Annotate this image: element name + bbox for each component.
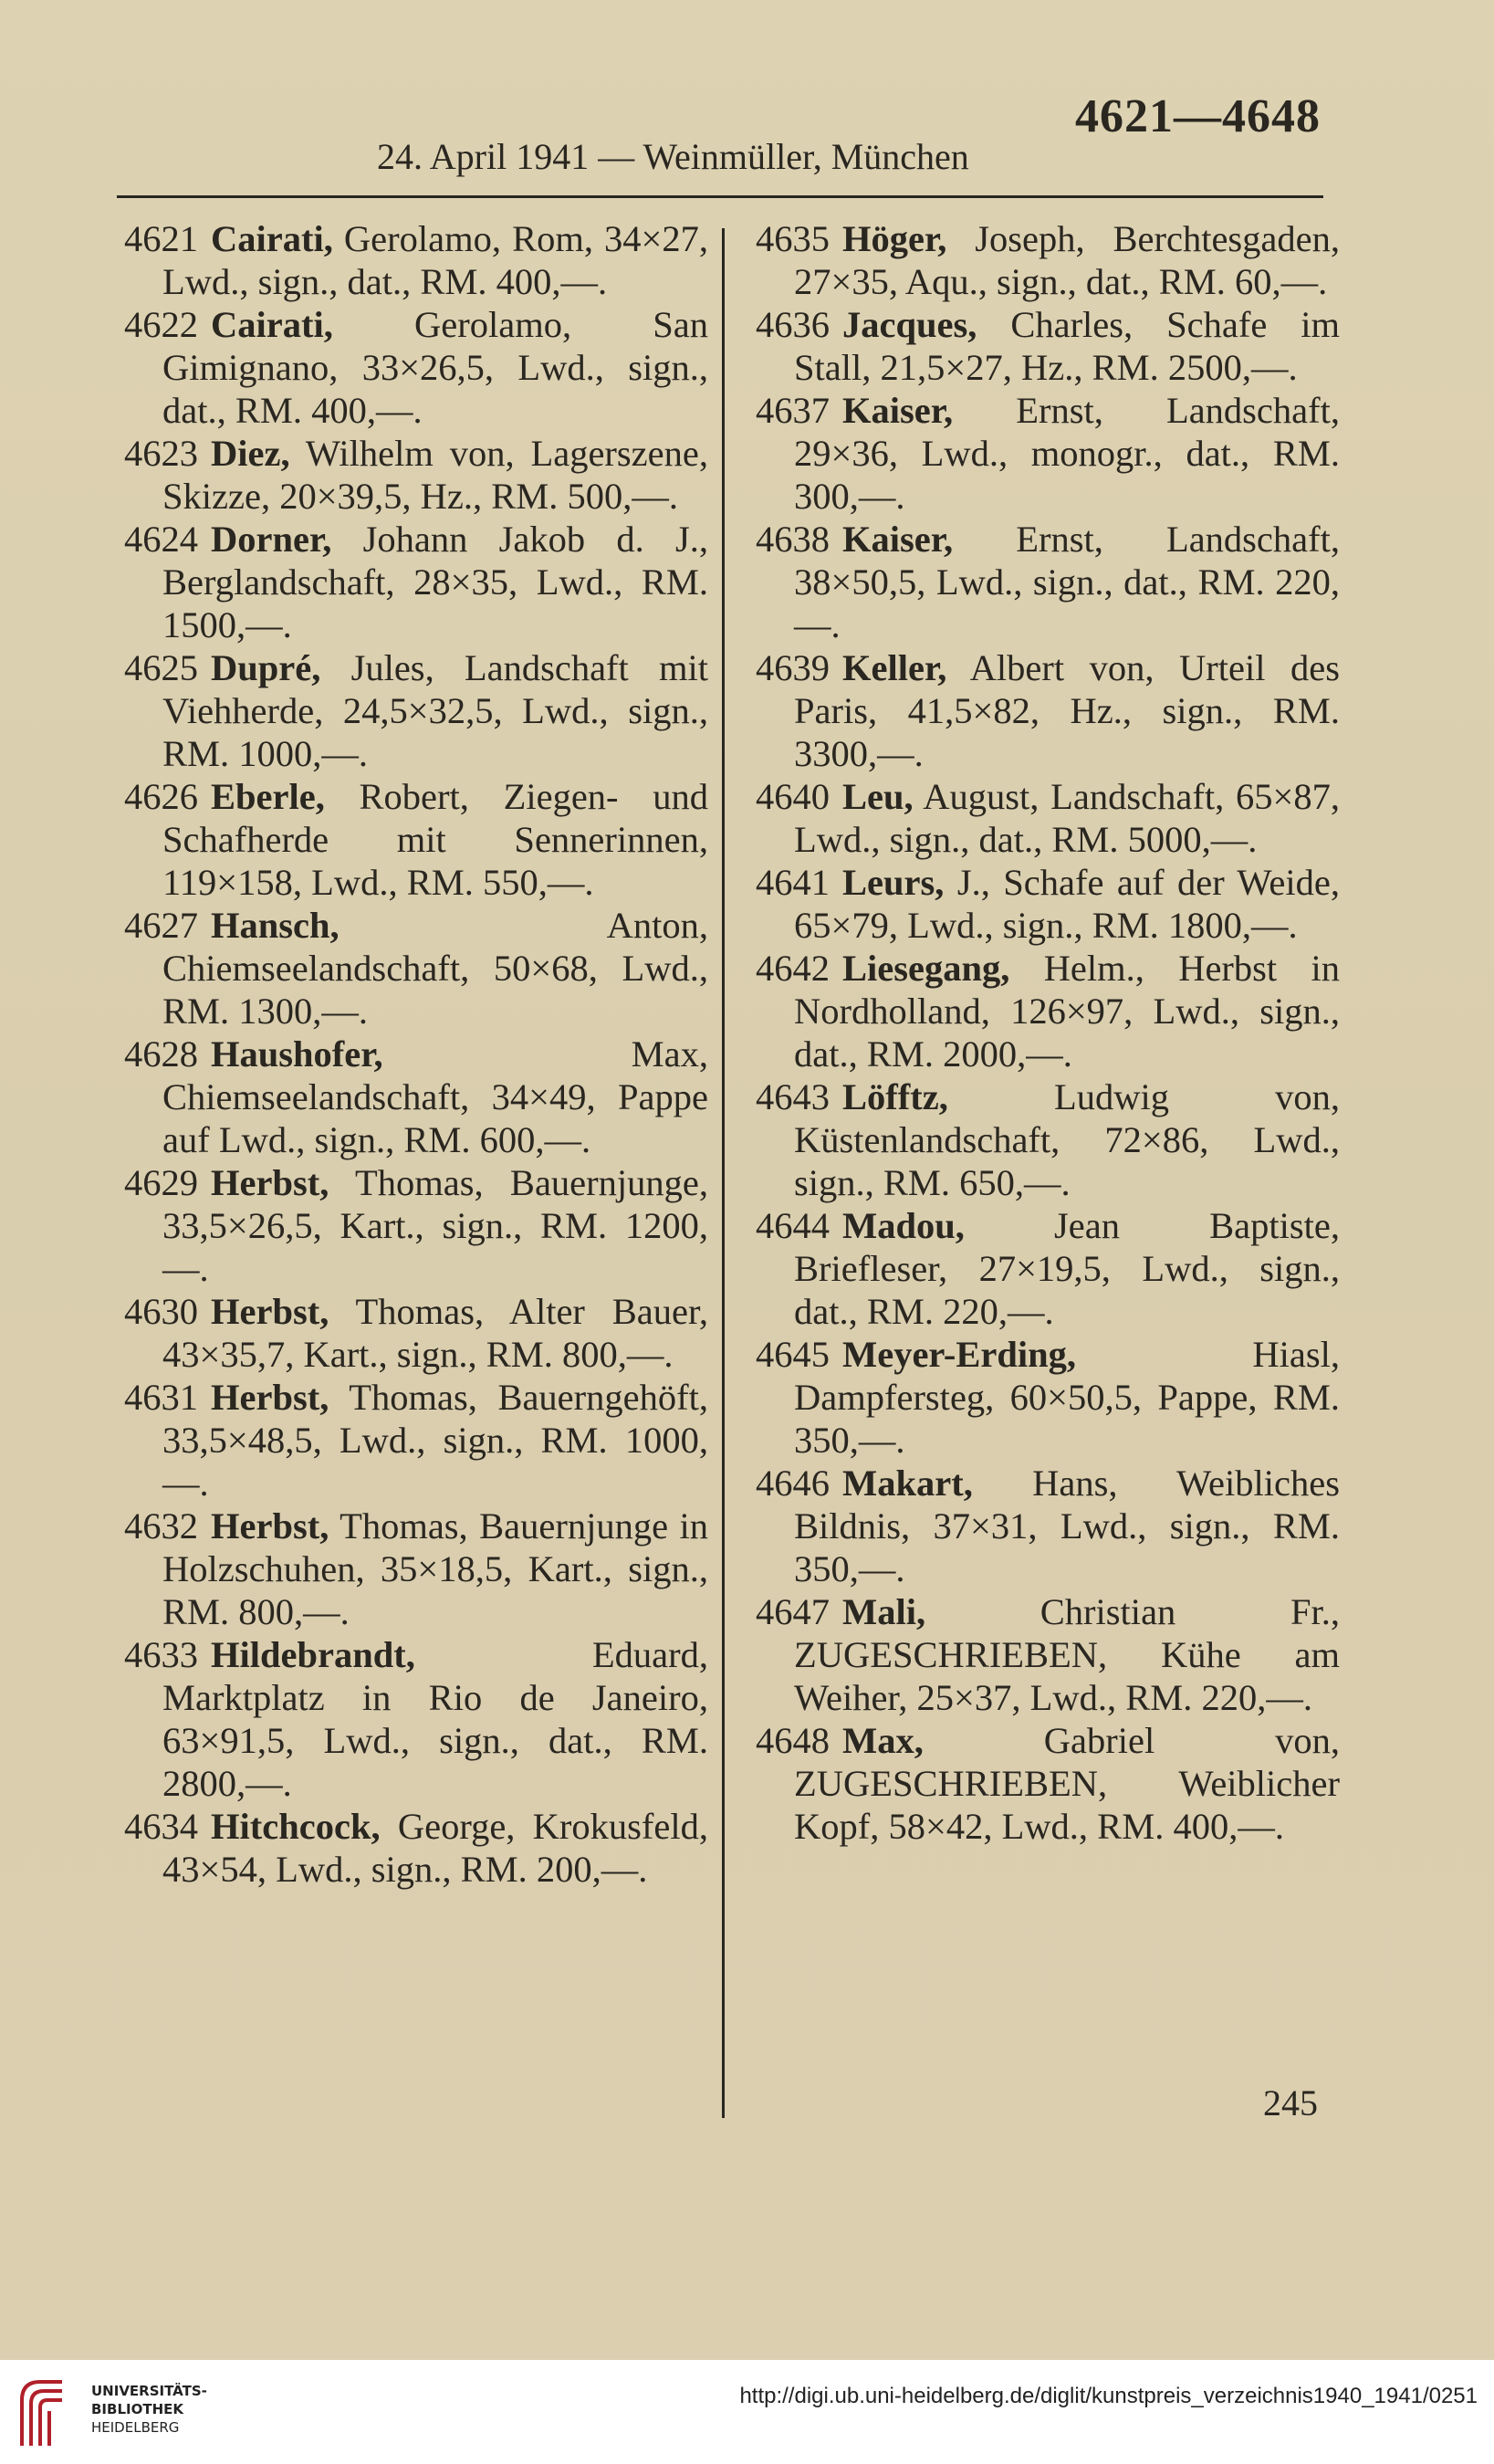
- lot-number: 4622: [124, 304, 198, 345]
- lot-description: Jean Baptiste, Briefleser, 27×19,5, Lwd., sign., dat., RM. 220,—.: [794, 1205, 1340, 1332]
- lot-description: Charles, Schafe im Stall, 21,5×27, Hz., RM. 2500,—.: [794, 304, 1340, 388]
- lot-description: Christian Fr., ZUGESCHRIEBEN, Kühe am Weiher, 25×37, Lwd., RM. 220,—.: [794, 1591, 1340, 1718]
- artist-name: Madou,: [842, 1205, 965, 1246]
- artist-name: Dupré,: [211, 647, 321, 688]
- artist-name: Herbst,: [211, 1291, 329, 1332]
- artist-name: Herbst,: [211, 1505, 329, 1547]
- catalog-entry: [756, 303, 1340, 389]
- catalog-entry: [756, 1462, 1340, 1590]
- header-divider: [117, 195, 1323, 198]
- lot-number: 4642: [756, 948, 830, 989]
- catalog-entry: [124, 775, 708, 904]
- catalog-entry: [756, 1590, 1340, 1719]
- footer-bar: [0, 2360, 1494, 2464]
- lot-description: Thomas, Bauerngehöft, 33,5×48,5, Lwd., sign., RM. 1000,—.: [162, 1377, 708, 1504]
- catalog-entry: [124, 1290, 708, 1376]
- lot-number: 4648: [756, 1720, 830, 1761]
- lot-number: 4639: [756, 647, 830, 688]
- library-name-line3: HEIDELBERG: [91, 2419, 180, 2436]
- lot-number: 4637: [756, 390, 830, 431]
- catalog-entry: [124, 1161, 708, 1290]
- source-url-link[interactable]: http://digi.ub.uni-heidelberg.de/diglit/kunstpreis_verzeichnis1940_1941/0251: [739, 2384, 1478, 2408]
- artist-name: Meyer-Erding,: [842, 1334, 1077, 1375]
- lot-description: Gabriel von, ZUGESCHRIEBEN, Weiblicher Kopf, 58×42, Lwd., RM. 400,—.: [794, 1720, 1340, 1847]
- artist-name: Löfftz,: [842, 1076, 948, 1117]
- lot-description: Robert, Ziegen- und Schafherde mit Sennerinnen, 119×158, Lwd., RM. 550,—.: [162, 776, 708, 903]
- catalog-entry: [756, 775, 1340, 861]
- artist-name: Hansch,: [211, 905, 340, 946]
- catalog-entry: [124, 1633, 708, 1805]
- lot-number: 4633: [124, 1634, 198, 1675]
- lot-description: Ernst, Landschaft, 29×36, Lwd., monogr., dat., RM. 300,—.: [794, 390, 1340, 517]
- lot-number: 4634: [124, 1806, 198, 1847]
- lot-number: 4628: [124, 1033, 198, 1075]
- lot-description: August, Landschaft, 65×87, Lwd., sign., dat., RM. 5000,—.: [794, 776, 1340, 860]
- catalog-entry: [756, 217, 1340, 303]
- artist-name: Haushofer,: [211, 1033, 383, 1075]
- lot-number: 4630: [124, 1291, 198, 1332]
- catalog-entry: [124, 217, 708, 303]
- catalog-entry: [124, 1376, 708, 1505]
- lot-description: Gerolamo, San Gimignano, 33×26,5, Lwd., sign., dat., RM. 400,—.: [162, 304, 708, 431]
- lot-description: Thomas, Bauernjunge, 33,5×26,5, Kart., sign., RM. 1200,—.: [162, 1162, 708, 1289]
- artist-name: Liesegang,: [842, 948, 1010, 989]
- lot-description: Helm., Herbst in Nordholland, 126×97, Lwd., sign., dat., RM. 2000,—.: [794, 948, 1340, 1075]
- lot-description: Jules, Landschaft mit Viehherde, 24,5×32,5, Lwd., sign., RM. 1000,—.: [162, 647, 708, 774]
- catalog-entry: [124, 1805, 708, 1891]
- lot-description: Eduard, Marktplatz in Rio de Janeiro, 63×91,5, Lwd., sign., dat., RM. 2800,—.: [162, 1634, 708, 1804]
- lot-description: Gerolamo, Rom, 34×27, Lwd., sign., dat., RM. 400,—.: [162, 218, 708, 302]
- lot-number: 4641: [756, 862, 830, 903]
- lot-number: 4629: [124, 1162, 198, 1203]
- artist-name: Eberle,: [211, 776, 325, 817]
- catalog-entry: [756, 1204, 1340, 1333]
- catalog-entry: [756, 518, 1340, 646]
- lot-number: 4638: [756, 519, 830, 560]
- artist-name: Kaiser,: [842, 519, 954, 560]
- lot-description: Thomas, Alter Bauer, 43×35,7, Kart., sign., RM. 800,—.: [162, 1291, 708, 1375]
- catalog-entry: [756, 1333, 1340, 1462]
- lot-description: Ludwig von, Küstenlandschaft, 72×86, Lwd., sign., RM. 650,—.: [794, 1076, 1340, 1203]
- lot-number: 4626: [124, 776, 198, 817]
- auction-title: 24. April 1941 — Weinmüller, München: [377, 136, 969, 177]
- artist-name: Leu,: [842, 776, 914, 817]
- catalog-entry: [756, 1719, 1340, 1848]
- catalog-entry: [756, 861, 1340, 947]
- artist-name: Mali,: [842, 1591, 926, 1632]
- artist-name: Herbst,: [211, 1377, 329, 1418]
- lot-description: Thomas, Bauernjunge in Holzschuhen, 35×18,5, Kart., sign., RM. 800,—.: [162, 1505, 708, 1632]
- catalog-entry: [124, 1033, 708, 1161]
- artist-name: Cairati,: [211, 218, 333, 259]
- artist-name: Makart,: [842, 1463, 973, 1504]
- lot-description: George, Krokusfeld, 43×54, Lwd., sign., RM. 200,—.: [162, 1806, 709, 1890]
- catalog-entry: [124, 432, 708, 518]
- catalog-entry: [124, 303, 708, 432]
- lot-number: 4621: [124, 218, 198, 259]
- lot-number: 4640: [756, 776, 830, 817]
- catalog-entry: [124, 904, 708, 1033]
- catalog-entry: [756, 389, 1340, 518]
- catalog-entry: [756, 646, 1340, 775]
- artist-name: Herbst,: [211, 1162, 329, 1203]
- lot-number: 4644: [756, 1205, 830, 1246]
- library-logo-icon: [16, 2373, 80, 2451]
- artist-name: Hitchcock,: [211, 1806, 381, 1847]
- lot-description: Max, Chiemseelandschaft, 34×49, Pappe auf Lwd., sign., RM. 600,—.: [162, 1033, 708, 1160]
- page-number: 245: [1263, 2082, 1318, 2123]
- artist-name: Kaiser,: [842, 390, 954, 431]
- lot-description: Johann Jakob d. J., Berglandschaft, 28×35, Lwd., RM. 1500,—.: [162, 519, 708, 645]
- library-name-line1: UNIVERSITÄTS-: [91, 2383, 207, 2399]
- lot-number: 4623: [124, 433, 198, 474]
- lot-number: 4646: [756, 1463, 830, 1504]
- artist-name: Cairati,: [211, 304, 333, 345]
- lot-number: 4636: [756, 304, 830, 345]
- catalog-entry: [124, 1505, 708, 1633]
- lot-number: 4632: [124, 1505, 198, 1547]
- artist-name: Jacques,: [842, 304, 977, 345]
- lot-number: 4624: [124, 519, 198, 560]
- lot-number: 4631: [124, 1377, 198, 1418]
- catalog-entry: [756, 1075, 1340, 1204]
- artist-name: Max,: [842, 1720, 924, 1761]
- lot-number: 4643: [756, 1076, 830, 1117]
- lot-number: 4625: [124, 647, 198, 688]
- artist-name: Dorner,: [211, 519, 332, 560]
- catalog-entry: [756, 947, 1340, 1075]
- lot-description: Wilhelm von, Lagerszene, Skizze, 20×39,5, Hz., RM. 500,—.: [162, 433, 708, 517]
- lot-number: 4635: [756, 218, 830, 259]
- lot-number: 4645: [756, 1334, 830, 1375]
- library-name-line2: BIBLIOTHEK: [91, 2401, 183, 2417]
- catalog-entry: [124, 518, 708, 646]
- lot-description: Anton, Chiemseelandschaft, 50×68, Lwd., RM. 1300,—.: [162, 905, 708, 1032]
- catalog-entry: [124, 646, 708, 775]
- lot-number: 4647: [756, 1591, 830, 1632]
- column-divider: [722, 228, 725, 2118]
- left-column: [124, 217, 708, 1891]
- lot-description: Albert von, Urteil des Paris, 41,5×82, Hz., sign., RM. 3300,—.: [794, 647, 1341, 774]
- artist-name: Diez,: [211, 433, 290, 474]
- lot-range-heading: 4621—4648: [1075, 90, 1321, 142]
- right-column: [756, 217, 1340, 1848]
- artist-name: Höger,: [842, 218, 947, 259]
- artist-name: Keller,: [842, 647, 947, 688]
- artist-name: Hildebrandt,: [211, 1634, 415, 1675]
- lot-description: Joseph, Berchtesgaden, 27×35, Aqu., sign., dat., RM. 60,—.: [794, 218, 1341, 302]
- lot-description: Ernst, Landschaft, 38×50,5, Lwd., sign., dat., RM. 220,—.: [794, 519, 1340, 645]
- lot-description: Hiasl, Dampfersteg, 60×50,5, Pappe, RM. 350,—.: [794, 1334, 1340, 1461]
- artist-name: Leurs,: [842, 862, 945, 903]
- library-name: [91, 2382, 207, 2437]
- lot-description: J., Schafe auf der Weide, 65×79, Lwd., sign., RM. 1800,—.: [794, 862, 1340, 946]
- lot-number: 4627: [124, 905, 198, 946]
- lot-description: Hans, Weibliches Bildnis, 37×31, Lwd., sign., RM. 350,—.: [794, 1463, 1340, 1589]
